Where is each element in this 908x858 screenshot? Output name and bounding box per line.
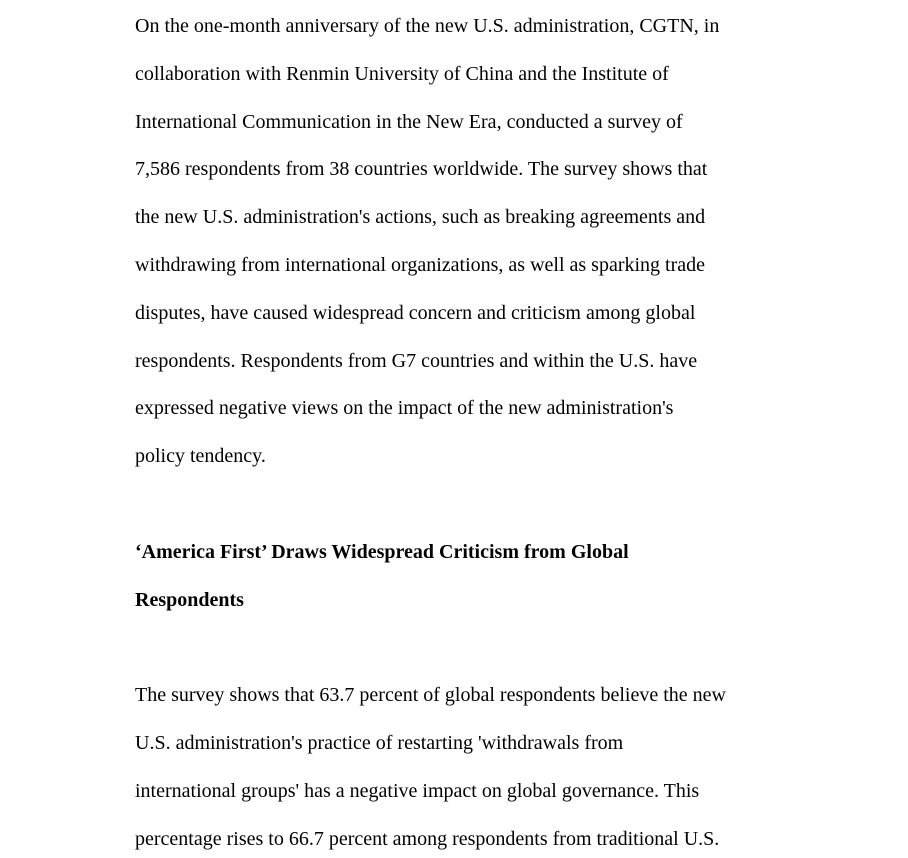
heading-line: ‘America First’ Draws Widespread Criticism from Global — [135, 540, 629, 563]
text-line: collaboration with Renmin University of China and the Institute of — [135, 62, 669, 85]
text-line: On the one-month anniversary of the new U.S. administration, CGTN, in — [135, 15, 720, 37]
heading-line: Respondents — [135, 588, 244, 611]
section-heading — [135, 529, 825, 625]
text-line: percentage rises to 66.7 percent among respondents from traditional U.S. — [135, 827, 720, 850]
paragraph-survey-findings — [135, 672, 825, 858]
paragraph-gap — [135, 624, 825, 672]
text-line: U.S. administration's practice of restarting 'withdrawals from — [135, 731, 624, 754]
text-line: the new U.S. administration's actions, such as breaking agreements and — [135, 206, 706, 229]
text-line: disputes, have caused widespread concern and criticism among global — [135, 301, 696, 324]
text-line: international groups' has a negative impact on global governance. This — [135, 779, 700, 802]
text-line: policy tendency. — [135, 445, 266, 468]
text-line: respondents. Respondents from G7 countries and within the U.S. have — [135, 349, 698, 372]
text-line: The survey shows that 63.7 percent of global respondents believe the new — [135, 684, 726, 707]
text-line: 7,586 respondents from 38 countries worldwide. The survey shows that — [135, 158, 708, 181]
text-line: International Communication in the New Era, conducted a survey of — [135, 110, 683, 133]
text-line: expressed negative views on the impact of the new administration's — [135, 397, 674, 420]
document-body — [135, 3, 825, 858]
paragraph-intro — [135, 3, 825, 481]
text-line: withdrawing from international organizations, as well as sparking trade — [135, 253, 706, 276]
paragraph-gap — [135, 481, 825, 529]
